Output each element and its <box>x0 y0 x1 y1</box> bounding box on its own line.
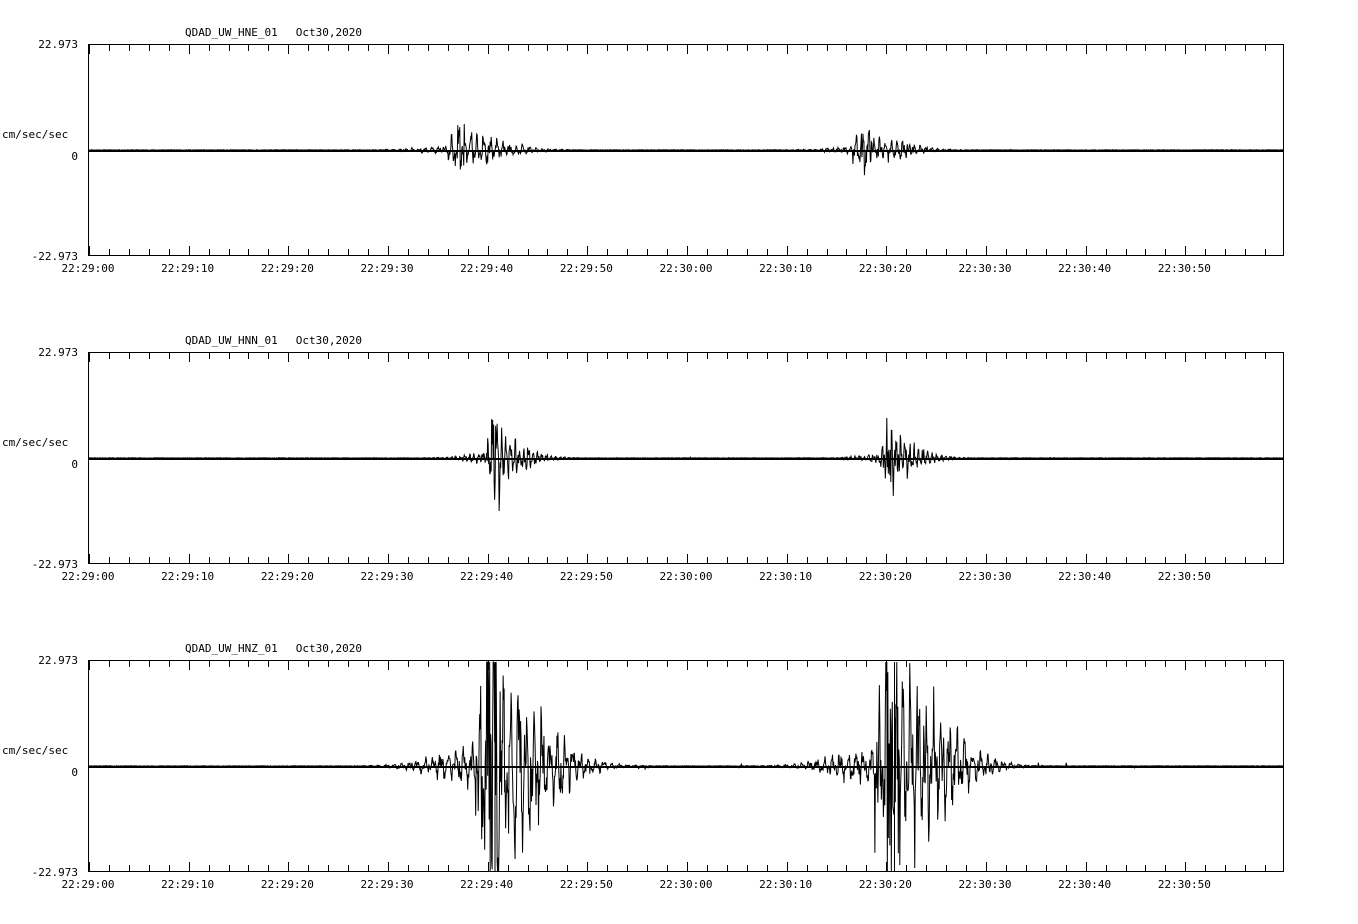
x-axis-tick-labels <box>61 570 1284 586</box>
x-tick-label: 22:30:30 <box>958 262 1012 275</box>
x-tick-label: 22:30:50 <box>1157 262 1211 275</box>
x-tick-label: 22:30:00 <box>659 262 713 275</box>
plot-area <box>88 660 1284 872</box>
x-tick-label: 22:29:20 <box>260 878 314 891</box>
waveform-trace <box>89 45 1283 255</box>
x-tick-label: 22:29:50 <box>559 878 613 891</box>
y-tick-max: 22.973 <box>38 654 78 667</box>
panel-title <box>185 26 362 39</box>
x-tick-label: 22:30:40 <box>1058 878 1112 891</box>
x-tick-label: 22:29:40 <box>460 570 514 583</box>
y-tick-zero: 0 <box>71 150 78 163</box>
seismogram-panel-hnz <box>0 626 1358 916</box>
y-axis-units-label: cm/sec/sec <box>2 744 69 757</box>
y-tick-min: -22.973 <box>31 250 78 263</box>
x-tick-label: 22:29:30 <box>360 570 414 583</box>
y-tick-zero: 0 <box>71 458 78 471</box>
y-tick-zero: 0 <box>71 766 78 779</box>
panel-date: Oct30,2020 <box>295 26 362 39</box>
x-tick-label: 22:30:20 <box>858 570 912 583</box>
x-tick-label: 22:29:30 <box>360 878 414 891</box>
y-tick-max: 22.973 <box>38 38 78 51</box>
waveform-trace <box>89 661 1283 871</box>
x-tick-label: 22:30:40 <box>1058 570 1112 583</box>
x-tick-label: 22:30:20 <box>858 262 912 275</box>
panel-title <box>185 642 362 655</box>
plot-area <box>88 44 1284 256</box>
x-tick-label: 22:30:00 <box>659 570 713 583</box>
x-tick-label: 22:30:20 <box>858 878 912 891</box>
x-tick-label: 22:29:00 <box>61 878 115 891</box>
x-tick-label: 22:29:10 <box>161 878 215 891</box>
panel-date: Oct30,2020 <box>295 642 362 655</box>
x-tick-label: 22:29:30 <box>360 262 414 275</box>
x-tick-label: 22:29:20 <box>260 570 314 583</box>
x-tick-label: 22:30:50 <box>1157 570 1211 583</box>
plot-area <box>88 352 1284 564</box>
panel-station-channel: QDAD_UW_HNE_01 <box>185 26 278 39</box>
x-tick-label: 22:29:50 <box>559 570 613 583</box>
y-axis-units-label: cm/sec/sec <box>2 436 69 449</box>
x-tick-label: 22:30:10 <box>759 262 813 275</box>
x-axis-tick-labels <box>61 262 1284 278</box>
x-tick-label: 22:30:50 <box>1157 878 1211 891</box>
x-axis-tick-labels <box>61 878 1284 894</box>
x-tick-label: 22:30:00 <box>659 878 713 891</box>
seismogram-panel-hnn <box>0 318 1358 608</box>
x-tick-label: 22:29:40 <box>460 262 514 275</box>
x-tick-label: 22:29:40 <box>460 878 514 891</box>
y-tick-min: -22.973 <box>31 866 78 879</box>
y-tick-min: -22.973 <box>31 558 78 571</box>
x-tick-label: 22:30:10 <box>759 878 813 891</box>
x-tick-label: 22:29:20 <box>260 262 314 275</box>
panel-station-channel: QDAD_UW_HNN_01 <box>185 334 278 347</box>
x-tick-label: 22:30:30 <box>958 878 1012 891</box>
x-tick-label: 22:29:10 <box>161 262 215 275</box>
x-tick-label: 22:29:50 <box>559 262 613 275</box>
x-tick-label: 22:29:10 <box>161 570 215 583</box>
panel-title <box>185 334 362 347</box>
x-tick-label: 22:30:30 <box>958 570 1012 583</box>
panel-station-channel: QDAD_UW_HNZ_01 <box>185 642 278 655</box>
panel-date: Oct30,2020 <box>295 334 362 347</box>
x-tick-label: 22:29:00 <box>61 570 115 583</box>
waveform-trace <box>89 353 1283 563</box>
y-axis-units-label: cm/sec/sec <box>2 128 69 141</box>
x-tick-label: 22:30:40 <box>1058 262 1112 275</box>
seismogram-panel-hne <box>0 10 1358 300</box>
y-tick-max: 22.973 <box>38 346 78 359</box>
x-tick-label: 22:30:10 <box>759 570 813 583</box>
x-tick-label: 22:29:00 <box>61 262 115 275</box>
